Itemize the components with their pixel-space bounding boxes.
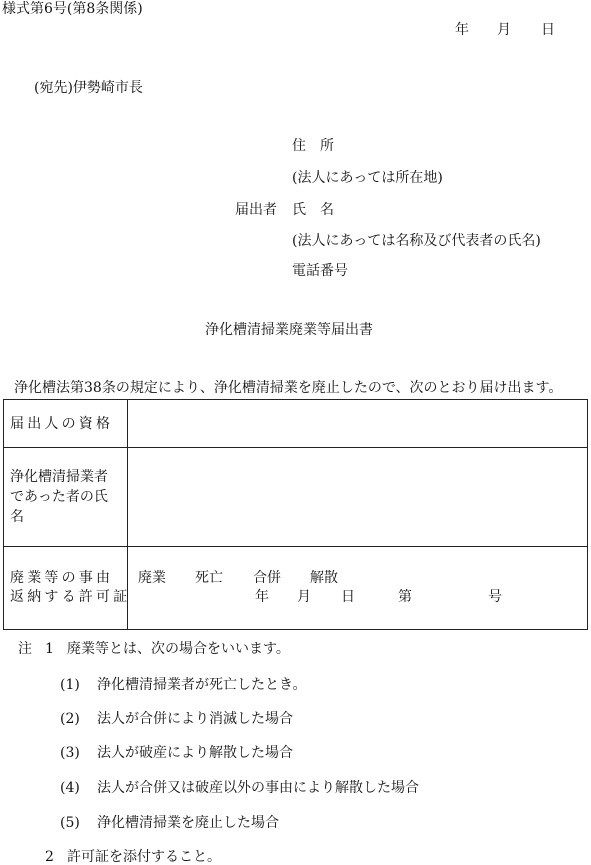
note-item-text: 法人が破産により解散した場合 [97, 745, 293, 761]
name-label: 氏 名 [292, 202, 334, 218]
phone-label: 電話番号 [292, 263, 348, 279]
permit-year-label: 年 [255, 589, 269, 605]
note-item-text: 浄化槽清掃業を廃止した場合 [97, 815, 279, 831]
table-row-divider [4, 546, 587, 547]
note1-number: 1 [45, 641, 54, 657]
former-operator-label-line2: であった者の氏 [10, 489, 108, 505]
note-item-number: (2) [60, 711, 80, 727]
date-month-label: 月 [497, 22, 511, 38]
qualification-label: 届出人の資格 [10, 416, 114, 432]
date-year-label: 年 [455, 22, 469, 38]
former-operator-label-line1: 浄化槽清掃業者 [10, 469, 108, 485]
note-item-number: (1) [60, 677, 80, 693]
reason-label: 廃業等の事由 [10, 570, 114, 586]
document-title: 浄化槽清掃業廃業等届出書 [205, 322, 373, 338]
address-note: (法人にあっては所在地) [292, 170, 443, 186]
qualification-field[interactable] [132, 400, 584, 446]
note-item-text: 浄化槽清掃業者が死亡したとき。 [97, 677, 307, 693]
reason-option-merger[interactable]: 合併 [253, 570, 281, 586]
address-label: 住 所 [292, 138, 334, 154]
note1-text: 廃業等とは、次の場合をいいます。 [67, 641, 290, 657]
name-note: (法人にあっては名称及び代表者の氏名) [292, 233, 541, 249]
note2-number: 2 [45, 849, 54, 865]
permit-month-label: 月 [297, 589, 311, 605]
note-item-number: (3) [60, 745, 80, 761]
permit-day-label: 日 [341, 589, 355, 605]
former-operator-label-line3: 名 [10, 509, 24, 525]
note-item-text: 法人が合併又は破産以外の事由により解散した場合 [97, 780, 419, 796]
date-day-label: 日 [541, 22, 555, 38]
addressee: (宛先)伊勢崎市長 [34, 80, 143, 96]
intro-text: 浄化槽法第38条の規定により、浄化槽清掃業を廃止したので、次のとおり届け出ます。 [14, 380, 563, 396]
permit-number-prefix: 第 [398, 589, 412, 605]
note2-text: 許可証を添付すること。 [67, 849, 221, 865]
reason-option-discontinue[interactable]: 廃業 [138, 570, 166, 586]
notifier-group-label: 届出者 [235, 202, 277, 218]
form-style-number: 様式第6号(第8条関係) [2, 1, 143, 17]
reason-option-death[interactable]: 死亡 [195, 570, 223, 586]
former-operator-name-field[interactable] [132, 449, 584, 544]
note-item-text: 法人が合併により消滅した場合 [97, 711, 293, 727]
note-item-number: (5) [60, 815, 80, 831]
reason-option-dissolution[interactable]: 解散 [310, 570, 338, 586]
permit-number-suffix: 号 [488, 589, 502, 605]
returned-permit-label: 返納する許可証 [10, 589, 131, 605]
notification-table [3, 399, 588, 630]
note-item-number: (4) [60, 780, 80, 796]
note-label: 注 [18, 641, 32, 657]
table-row-divider [4, 447, 587, 448]
